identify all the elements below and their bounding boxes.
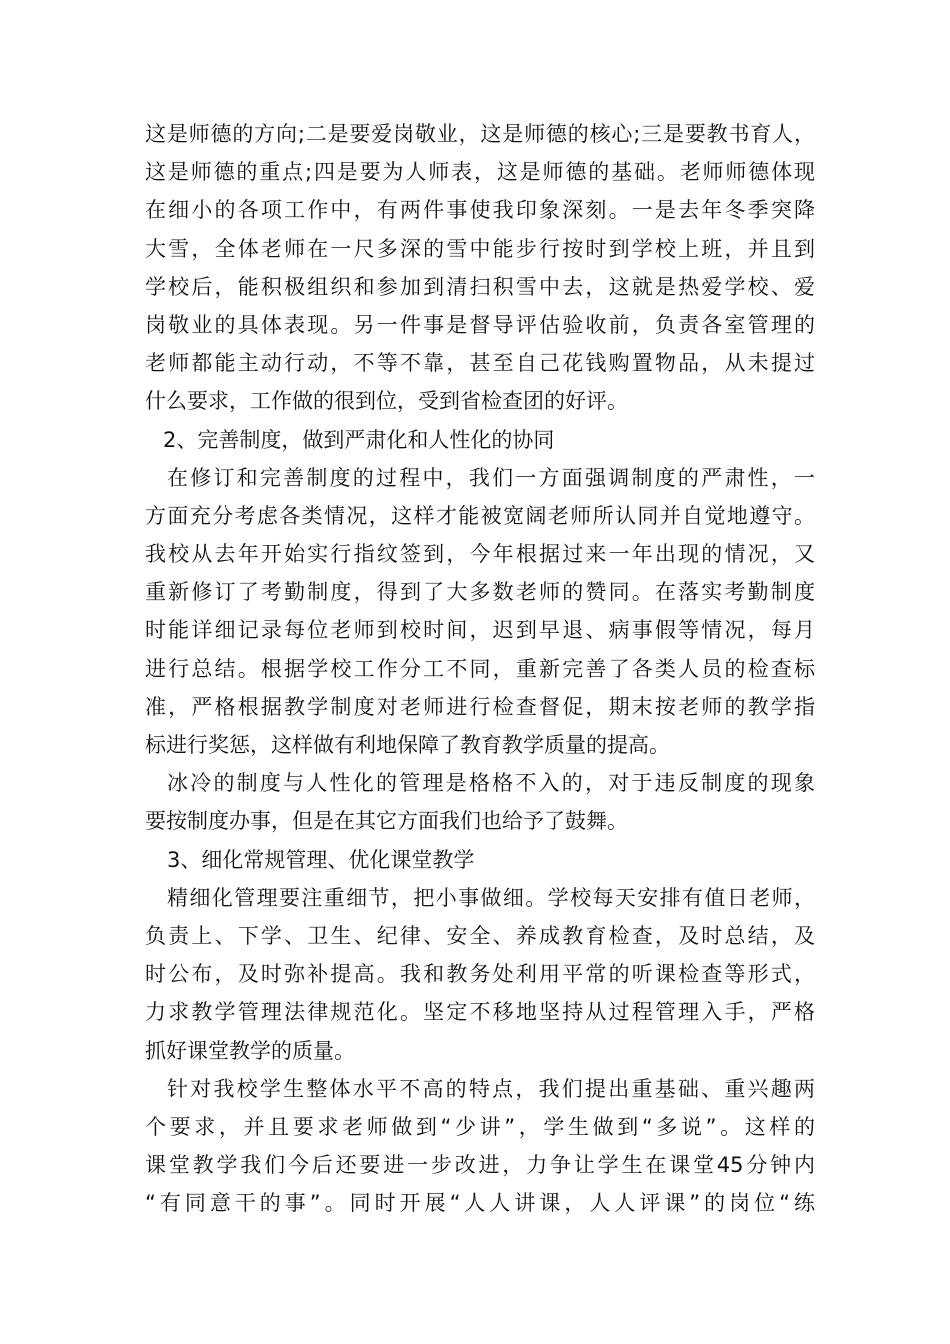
text-line: 这是师德的重点;四是要为人师表，这是师德的基础。老师师德体现 bbox=[145, 160, 815, 185]
text-line: 重新修订了考勤制度，得到了大多数老师的赞同。在落实考勤制度 bbox=[145, 580, 815, 605]
document-body bbox=[145, 115, 815, 1222]
text-line: 课堂教学我们今后还要进一步改进，力争让学生在课堂45分钟内 bbox=[145, 1153, 815, 1178]
text-line: 时能详细记录每位老师到校时间，迟到早退、病事假等情况，每月 bbox=[145, 618, 815, 643]
text-line: 准，严格根据教学制度对老师进行检查督促，期末按老师的教学指 bbox=[145, 694, 815, 719]
text-line: 力求教学管理法律规范化。坚定不移地坚持从过程管理入手，严格 bbox=[145, 1000, 815, 1025]
text-line: 大雪，全体老师在一尺多深的雪中能步行按时到学校上班，并且到 bbox=[145, 236, 815, 261]
text-line: 标进行奖惩，这样做有利地保障了教育教学质量的提高。 bbox=[145, 733, 670, 757]
text-line: 抓好课堂教学的质量。 bbox=[145, 1038, 355, 1063]
text-line: 进行总结。根据学校工作分工不同，重新完善了各类人员的检查标 bbox=[145, 656, 815, 681]
text-line: 老师都能主动行动，不等不靠，甚至自己花钱购置物品，从未提过 bbox=[145, 351, 815, 376]
text-line: 3、细化常规管理、优化课堂教学 bbox=[167, 847, 475, 872]
text-line: 这是师德的方向;二是要爱岗敬业，这是师德的核心;三是要教书育人， bbox=[145, 122, 815, 146]
text-line: 时公布，及时弥补提高。我和教务处利用平常的听课检查等形式， bbox=[145, 962, 815, 987]
text-line: 个要求，并且要求老师做到“少讲”，学生做到“多说”。这样的 bbox=[145, 1114, 815, 1139]
text-line: 2、完善制度，做到严肃化和人性化的协同 bbox=[163, 427, 555, 452]
text-line: 学校后，能积极组织和参加到清扫积雪中去，这就是热爱学校、爱 bbox=[145, 274, 815, 299]
text-line: 我校从去年开始实行指纹签到，今年根据过来一年出现的情况，又 bbox=[145, 542, 815, 567]
text-line: 方面充分考虑各类情况，这样才能被宽阔老师所认同并自觉地遵守。 bbox=[145, 503, 815, 528]
text-line: 针对我校学生整体水平不高的特点，我们提出重基础、重兴趣两 bbox=[167, 1076, 815, 1101]
text-line: 要按制度办事，但是在其它方面我们也给予了鼓舞。 bbox=[145, 809, 628, 834]
text-line: 在修订和完善制度的过程中，我们一方面强调制度的严肃性，一 bbox=[167, 465, 815, 490]
text-line: 在细小的各项工作中，有两件事使我印象深刻。一是去年冬季突降 bbox=[145, 198, 815, 223]
text-line: 负责上、下学、卫生、纪律、安全、养成教育检查，及时总结，及 bbox=[145, 923, 815, 948]
text-line: “有同意干的事”。同时开展“人人讲课，人人评课”的岗位“练 bbox=[145, 1191, 815, 1216]
text-line: 岗敬业的具体表现。另一件事是督导评估验收前，负责各室管理的 bbox=[145, 312, 815, 337]
text-line: 什么要求，工作做的很到位，受到省检查团的好评。 bbox=[145, 389, 628, 414]
text-line: 精细化管理要注重细节，把小事做细。学校每天安排有值日老师， bbox=[167, 885, 815, 910]
text-line: 冰冷的制度与人性化的管理是格格不入的，对于违反制度的现象 bbox=[167, 771, 815, 796]
